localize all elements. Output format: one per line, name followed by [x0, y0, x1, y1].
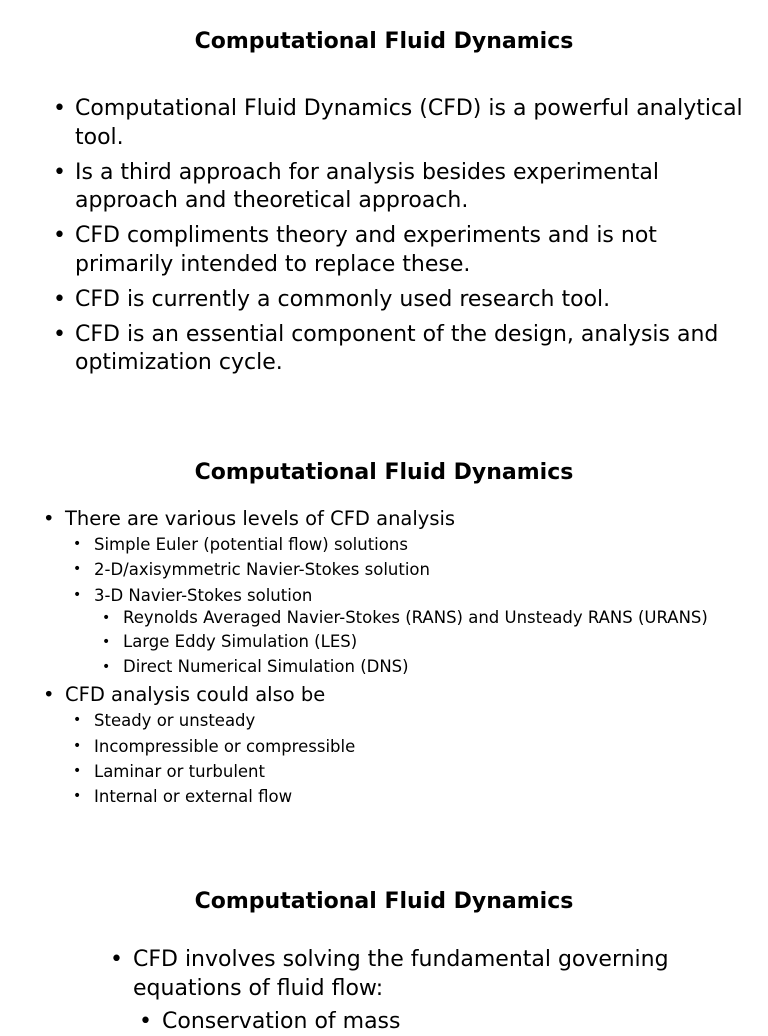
list-item: [53, 286, 743, 315]
sub-bullet-list: [139, 1007, 710, 1036]
list-item: [110, 945, 710, 1036]
bullet-icon: •: [43, 507, 55, 530]
bullet-text: Computational Fluid Dynamics (CFD) is a powerful analytical tool.: [75, 96, 743, 150]
bullet-text: Large Eddy Simulation (LES): [123, 632, 358, 652]
bullet-icon: •: [53, 159, 66, 185]
bullet-text: 3-D Navier-Stokes solution: [94, 585, 313, 605]
bullet-icon: •: [102, 634, 111, 651]
bullet-text: Steady or unsteady: [94, 711, 256, 731]
list-item: [73, 708, 743, 733]
bullet-text: Incompressible or compressible: [94, 736, 356, 756]
bullet-icon: •: [73, 561, 82, 578]
list-item: [53, 159, 743, 216]
bullet-icon: •: [53, 321, 66, 347]
list-item: [102, 608, 743, 628]
bullet-text: 2-D/axisymmetric Navier-Stokes solution: [94, 560, 430, 580]
bullet-text: Reynolds Averaged Navier-Stokes (RANS) and Unsteady RANS (URANS): [123, 607, 708, 627]
bullet-text: Direct Numerical Simulation (DNS): [123, 656, 409, 676]
list-item: [73, 734, 743, 759]
bullet-icon: •: [73, 586, 82, 603]
list-item: [73, 784, 743, 809]
bullet-icon: •: [53, 223, 66, 248]
bullet-text: CFD is an essential component of the design, analysis and optimization cycle.: [75, 321, 719, 375]
bullet-icon: •: [53, 96, 66, 121]
bullet-icon: •: [73, 762, 82, 779]
bullet-text: CFD compliments theory and experiments and is not primarily intended to replace these.: [75, 223, 657, 277]
bullet-icon: •: [102, 609, 111, 626]
slide-title: Computational Fluid Dynamics: [194, 460, 574, 485]
slide-title: Computational Fluid Dynamics: [194, 889, 574, 914]
bullet-text: Internal or external flow: [94, 787, 293, 807]
bullet-text: CFD involves solving the fundamental governing equations of fluid flow:: [133, 947, 669, 1001]
list-item: [73, 583, 743, 677]
bullet-list: [110, 945, 710, 1036]
list-item: [53, 222, 743, 279]
levels-list: [73, 532, 743, 677]
types-list: [73, 708, 743, 809]
ns3d-sublist: [102, 608, 743, 677]
bullet-text: Simple Euler (potential flow) solutions: [94, 535, 408, 554]
bullet-icon: •: [53, 286, 66, 312]
bullet-icon: •: [73, 536, 82, 552]
list-item: [102, 632, 743, 652]
bullet-icon: •: [110, 947, 123, 972]
bullet-list: [53, 95, 743, 384]
bullet-icon: •: [139, 1009, 152, 1034]
list-item: [53, 321, 743, 378]
levels-heading: There are various levels of CFD analysis: [65, 507, 456, 530]
bullet-icon: •: [43, 683, 55, 707]
list-item: [53, 95, 743, 152]
bullet-list: [43, 505, 743, 810]
list-item: [139, 1007, 710, 1036]
bullet-text: Laminar or turbulent: [94, 761, 265, 781]
list-item: [43, 505, 743, 677]
bullet-icon: •: [73, 712, 82, 729]
list-item: [73, 759, 743, 784]
types-heading: CFD analysis could also be: [65, 683, 326, 707]
bullet-text: Conservation of mass: [162, 1009, 401, 1034]
list-item: [73, 532, 743, 557]
bullet-icon: •: [102, 658, 111, 675]
slide-title: Computational Fluid Dynamics: [194, 29, 574, 54]
bullet-icon: •: [73, 788, 82, 805]
bullet-icon: •: [73, 737, 82, 754]
bullet-text: Is a third approach for analysis besides experimental approach and theoretical approach.: [75, 159, 659, 213]
list-item: [43, 681, 743, 809]
list-item: [73, 557, 743, 582]
bullet-text: CFD is currently a commonly used research tool.: [75, 286, 611, 312]
list-item: [102, 657, 743, 677]
